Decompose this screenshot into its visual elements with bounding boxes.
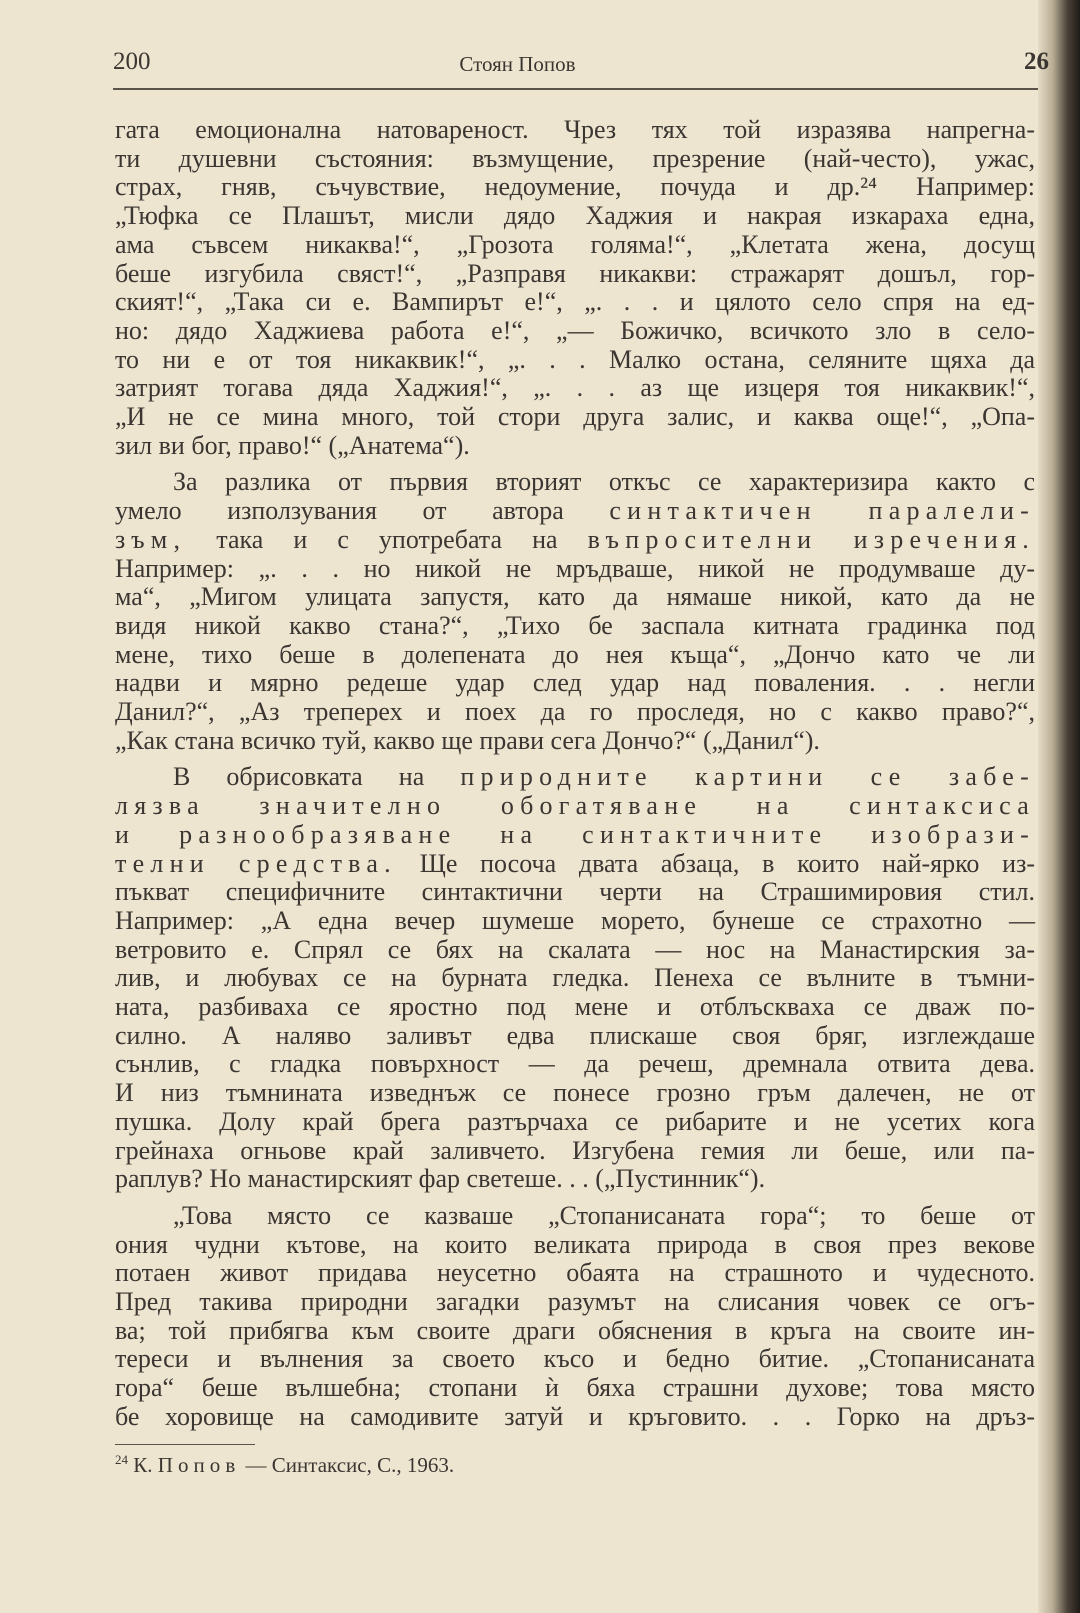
text-segment: пъкват специфичните синтактични черти на Страшимировия стил.: [115, 877, 1035, 907]
text-segment: ветровито е. Спрял се бях на скалата — нос на Манастирския за-: [115, 934, 1035, 964]
text-line: [115, 791, 1035, 821]
spaced-emphasis-text: природните картини се забе-: [460, 762, 1035, 792]
text-line: [115, 849, 1035, 879]
text-line: [115, 316, 1035, 346]
text-segment: Например: „А една вечер шумеше морето, бунеше се страхотно —: [115, 905, 1035, 935]
running-title: Стоян Попов: [459, 52, 576, 76]
text-segment: потаен живот придава неусетно обаята на страшното и чудесното.: [115, 1258, 1035, 1288]
spaced-emphasis-text: телни средства.: [115, 848, 397, 878]
footnote-rule: [115, 1444, 255, 1445]
text-line: [115, 1402, 1035, 1432]
text-segment: И низ тъмнината изведнъж се понесе грозно гръм далечен, не от: [115, 1078, 1035, 1108]
text-segment: но: дядо Хаджиева работа е!“, „— Божичко, всичкото зло в село-: [115, 315, 1035, 345]
text-line: [115, 259, 1035, 289]
text-line: [115, 1230, 1035, 1260]
text-segment: ва; той прибягва към своите драги обяснения в кръга на своите ин-: [115, 1315, 1035, 1345]
page-number: 200: [113, 48, 151, 75]
text-segment: то ни е от тоя никаквик!“, „. . . Малко остана, селяните щяха да: [115, 344, 1035, 374]
text-segment: „И не се мина много, той стори друга залис, и каква още!“, „Опа-: [115, 402, 1035, 431]
text-line: [115, 345, 1035, 375]
text-segment: „Тюфка се Плашът, мисли дядо Хаджия и накрая изкараха една,: [115, 201, 1035, 231]
text-line: [115, 1078, 1035, 1108]
text-line: [115, 611, 1035, 641]
text-line: [115, 762, 1035, 792]
text-line: [115, 668, 1035, 698]
text-segment: сънлив, с гладка повърхност — да речеш, дремнала отвита дева.: [115, 1049, 1035, 1079]
header-rule: [113, 88, 1038, 90]
text-segment: силно. А наляво заливът едва плискаше своя бряг, изглеждаше: [115, 1020, 1035, 1050]
text-segment: така и с употребата на: [186, 524, 588, 554]
text-segment: видя никой какво стана?“, „Тихо бе заспала китната градинка под: [115, 610, 1035, 640]
text-segment: За разлика от първия вторият откъс се характеризира както с: [173, 467, 1035, 497]
text-line: [115, 992, 1035, 1022]
text-line: [115, 496, 1035, 526]
text-line: [115, 726, 1035, 756]
text-segment: раплув? Но манастирският фар светеше. . . („Пустинник“).: [115, 1164, 766, 1194]
text-segment: лив, и любувах се на бурната гледка. Пенеха се вълните в тъмни-: [115, 963, 1035, 993]
text-segment: Пред такива природни загадки разумът на слисания човек се огъ-: [115, 1287, 1035, 1316]
text-line: [115, 1316, 1035, 1346]
facing-page-number: 26: [1024, 48, 1049, 75]
text-segment: мене, тихо беше в долепената до нея къща“, „Дончо като че ли: [115, 639, 1035, 669]
text-line: [115, 640, 1035, 670]
text-segment: бе хоровище на самодивите затуй и кръговито. . . Горко на дръз-: [115, 1401, 1035, 1431]
text-line: [115, 935, 1035, 965]
text-segment: ма“, „Мигом улицата запустя, като да нямаше никой, като да не: [115, 582, 1035, 612]
text-segment: зил ви бог, право!“ („Анатема“).: [115, 430, 470, 460]
text-line: [115, 144, 1035, 174]
spaced-emphasis-text: и разнообразяване на синтактичните изобрази-: [115, 819, 1035, 849]
text-line: [115, 1136, 1035, 1166]
text-segment: ама съвсем никаква!“, „Грозота голяма!“, „Клетата жена, досущ: [115, 229, 1035, 259]
text-line: [115, 697, 1035, 727]
spaced-emphasis-text: зъм,: [115, 524, 187, 554]
spaced-emphasis-text: синтактичен паралели-: [609, 496, 1035, 526]
text-segment: ският!“, „Така си е. Вампирът е!“, „. . . и цялото село спря на ед-: [115, 287, 1035, 317]
text-line: [115, 1201, 1035, 1231]
text-segment: В обрисовката на: [173, 762, 461, 792]
text-line: [115, 525, 1035, 555]
text-segment: пушка. Долу край брега разтърчаха се рибарите и не усетих кога: [115, 1106, 1035, 1136]
text-line: [115, 1107, 1035, 1137]
text-segment: „Това място се казваше „Стопанисаната гора“; то беше от: [173, 1200, 1035, 1230]
spaced-emphasis-text: лязва значително обогатяване на синтаксиса: [115, 791, 1035, 821]
text-line: [115, 201, 1035, 231]
text-segment: грейнаха огньове край заливчето. Изгубена гемия ли беше, или па-: [115, 1135, 1035, 1165]
text-segment: Данил?“, „Аз треперех и поех да го проследя, но с какво право?“,: [115, 697, 1035, 726]
text-segment: гора“ беше вълшебна; стопани ѝ бяха страшни духове; това място: [115, 1373, 1035, 1403]
text-segment: надви и мярно редеше удар след удар над поваления. . . негли: [115, 668, 1035, 698]
text-line: [115, 431, 1035, 461]
text-segment: ната, разбиваха се яростно под мене и отблъскваха се дваж по-: [115, 992, 1035, 1021]
footnote-marker: 24: [115, 1452, 128, 1467]
text-line: [115, 230, 1035, 260]
text-line: [115, 963, 1035, 993]
text-segment: Например: „. . . но никой не мръдваше, никой не продумваше ду-: [115, 553, 1035, 583]
footnote-author: Попов: [157, 1453, 241, 1477]
text-line: [115, 1049, 1035, 1079]
text-segment: затрият тогава дяда Хаджия!“, „. . . аз ще изцеря тоя никаквик!“,: [115, 373, 1035, 403]
text-line: [115, 582, 1035, 612]
text-line: [115, 554, 1035, 584]
text-line: [115, 820, 1035, 850]
text-line: [115, 1021, 1035, 1051]
text-segment: гата емоционална натовареност. Чрез тях той изразява напрегна-: [115, 115, 1035, 144]
text-segment: ония чудни кътове, на които великата природа в своя през векове: [115, 1229, 1035, 1259]
text-line: [115, 906, 1035, 936]
text-line: [115, 1287, 1035, 1317]
footnote-pre: К.: [133, 1453, 158, 1477]
text-segment: страх, гняв, съчувствие, недоумение, почуда и др.²⁴ Например:: [115, 172, 1035, 202]
text-line: [115, 115, 1035, 145]
text-line: [115, 402, 1035, 432]
text-line: [115, 1258, 1035, 1288]
text-segment: „Как стана всичко туй, какво ще прави сега Дончо?“ („Данил“).: [115, 725, 820, 755]
footnote: [115, 1452, 454, 1478]
text-line: [115, 1164, 1035, 1194]
text-line: [115, 172, 1035, 202]
text-segment: умело използувания от автора: [115, 496, 610, 526]
text-segment: тереси и вълнения за своето късо и бедно битие. „Стопанисаната: [115, 1344, 1035, 1374]
text-line: [115, 467, 1035, 497]
spaced-emphasis-text: въпросителни изречения.: [587, 524, 1036, 554]
text-segment: беше изгубила свяст!“, „Разправя никакви: стражарят дошъл, гор-: [115, 258, 1035, 288]
text-line: [115, 877, 1035, 907]
book-binding-shadow: [1038, 0, 1080, 1613]
text-line: [115, 1373, 1035, 1403]
footnote-rest: — Синтаксис, С., 1963.: [240, 1453, 455, 1477]
text-line: [115, 373, 1035, 403]
text-line: [115, 287, 1035, 317]
text-segment: Ще посоча двата абзаца, в които най-ярко из-: [396, 848, 1035, 878]
text-line: [115, 1344, 1035, 1374]
text-segment: ти душевни състояния: възмущение, презрение (най-често), ужас,: [115, 143, 1035, 173]
